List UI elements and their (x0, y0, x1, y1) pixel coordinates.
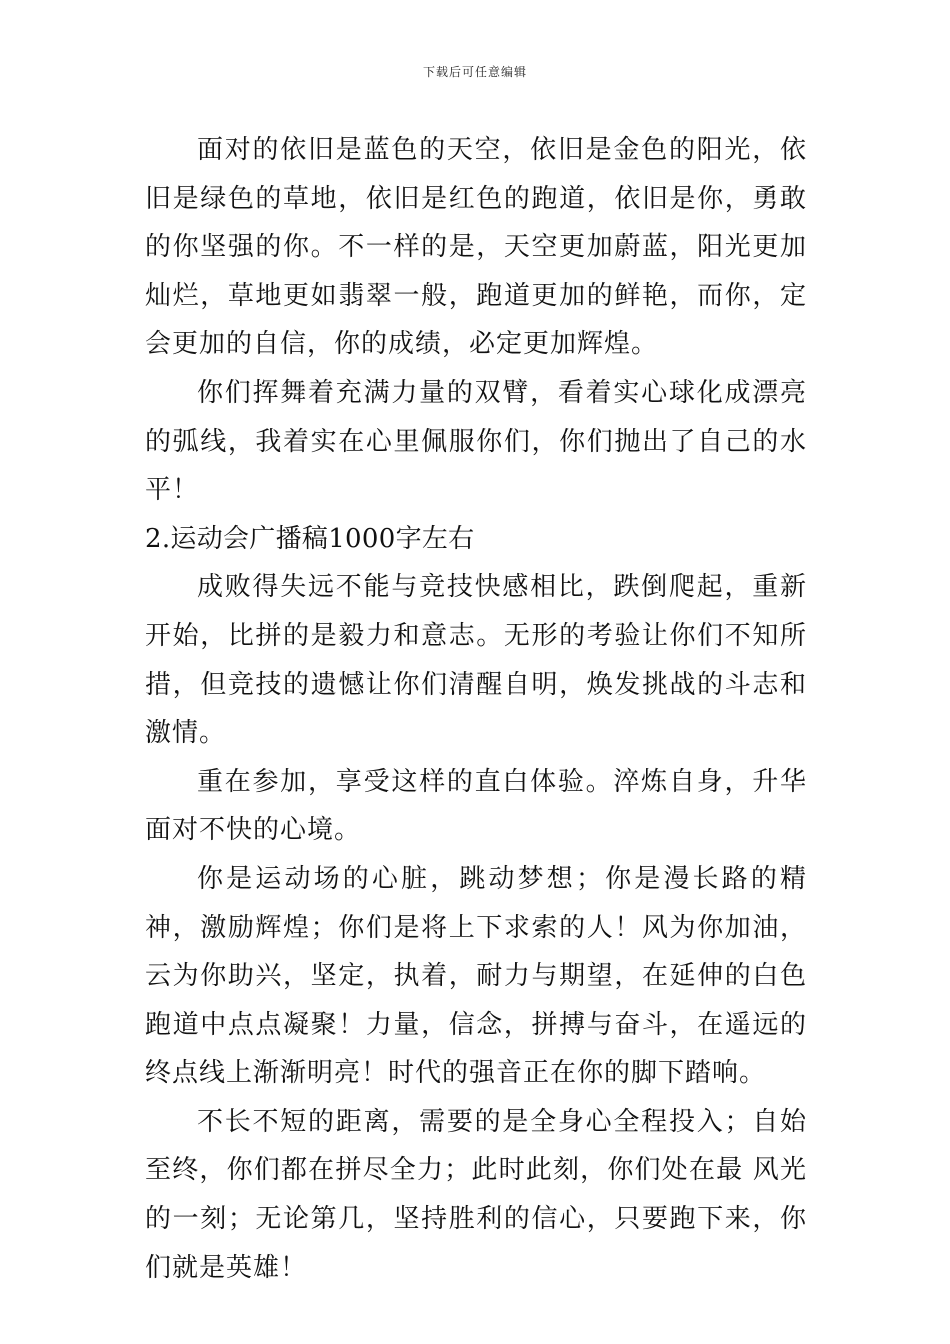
paragraph-4: 重在参加，享受这样的直白体验。淬炼自身，升华面对不快的心境。 (145, 766, 807, 846)
paragraph-3: 成败得失远不能与竞技快感相比，跌倒爬起，重新开始，比拼的是毅力和意志。无形的考验让你们不知所措，但竞技的遗憾让你们清醒自明，焕发挑战的斗志和激情。 (145, 572, 807, 749)
paragraph-2: 你们挥舞着充满力量的双臂，看着实心球化成漂亮的弧线，我着实在心里佩服你们，你们抛出了自己的水平！ (145, 377, 807, 506)
document-body (145, 126, 807, 1292)
page-header: 下载后可任意编辑 (422, 65, 527, 79)
section-heading: 2.运动会广播稿1000字左右 (145, 523, 475, 554)
paragraph-5: 你是运动场的心脏，跳动梦想；你是漫长路的精神，激励辉煌；你们是将上下求索的人！风为你加油，云为你助兴，坚定，执着，耐力与期望，在延伸的白色跑道中点点凝聚！力量，信念，拼搏与奋斗，在遥远的终点线上渐渐明亮！时代的强音正在你的脚下踏响。 (145, 863, 807, 1089)
paragraph-6: 不长不短的距离，需要的是全身心全程投入；自始至终，你们都在拼尽全力；此时此刻，你们处在最 风光的一刻；无论第几，坚持胜利的信心，只要跑下来，你们就是英雄！ (145, 1106, 807, 1283)
paragraph-1: 面对的依旧是蓝色的天空，依旧是金色的阳光，依旧是绿色的草地，依旧是红色的跑道，依旧是你，勇敢的你坚强的你。不一样的是，天空更加蔚蓝，阳光更加灿烂，草地更如翡翠一般，跑道更加的鲜艳，而你，定会更加的自信，你的成绩，必定更加辉煌。 (145, 135, 807, 360)
